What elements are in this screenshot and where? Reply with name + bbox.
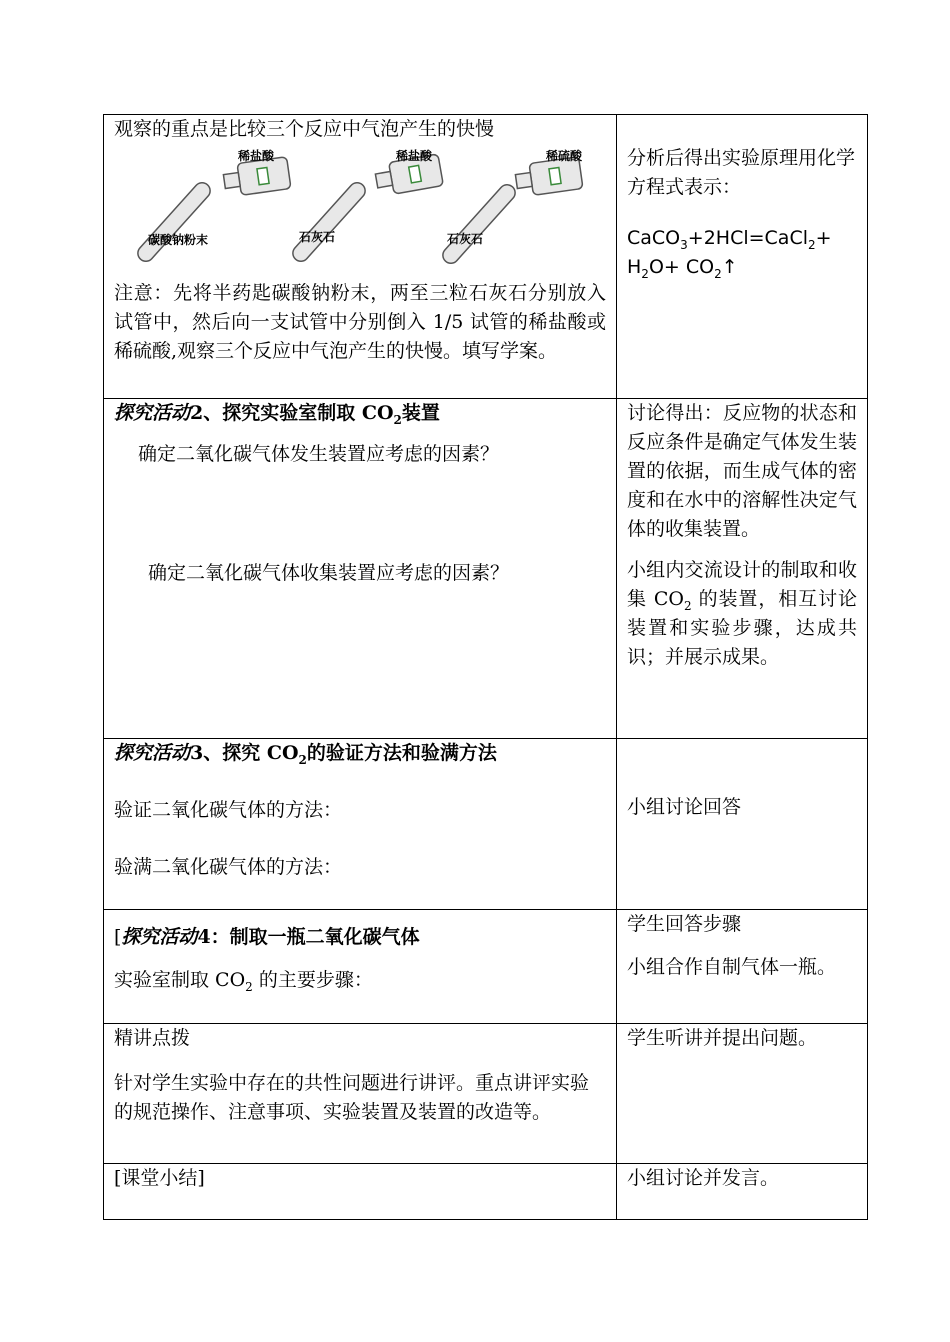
bracket: [ xyxy=(114,926,122,948)
equation-part: + H xyxy=(627,227,832,278)
solid-label-1: 碳酸钠粉末 xyxy=(148,233,209,247)
acid-label-1: 稀盐酸 xyxy=(238,149,275,163)
discussion-result: 讨论得出：反应物的状态和反应条件是确定气体发生装置的依据，而生成气体的密度和在水中的溶解性决定气体的收集装置。 xyxy=(627,402,857,540)
table-cell xyxy=(617,115,868,399)
student-listen: 学生听讲并提出问题。 xyxy=(627,1027,818,1049)
key-points-title: 精讲点拨 xyxy=(114,1027,191,1049)
table-cell xyxy=(104,1024,617,1164)
equation-subscript: 2 xyxy=(714,266,722,281)
table-cell xyxy=(617,910,868,1024)
group-discuss: 小组讨论并发言。 xyxy=(627,1167,780,1189)
activity-4-title xyxy=(114,923,606,952)
activity-title-end: 装置 xyxy=(401,402,440,424)
equation-subscript: 3 xyxy=(680,237,688,252)
acid-label-2: 稀盐酸 xyxy=(396,149,433,163)
main-steps-subscript: 2 xyxy=(245,979,253,994)
principle-text: 分析后得出实验原理用化学方程式表示： xyxy=(627,147,856,198)
main-steps-part: 实验室制取 CO xyxy=(114,969,246,991)
key-points-text: 针对学生实验中存在的共性问题进行讲评。重点讲评实验的规范操作、注意事项、实验装置及装置的改造等。 xyxy=(114,1072,590,1123)
activity-3-title xyxy=(114,739,606,768)
activity-title-end: 的验证方法和验满方法 xyxy=(306,742,497,764)
table-row xyxy=(104,1024,868,1164)
table-cell xyxy=(617,739,868,910)
activity-title-text: 、探究 CO xyxy=(203,742,299,764)
table-row xyxy=(104,399,868,739)
table-row xyxy=(104,910,868,1024)
activity-label: 探究活动 xyxy=(114,742,191,764)
activity-title-text: ：制取一瓶二氧化碳气体 xyxy=(210,926,420,948)
activity-title-subscript: 2 xyxy=(393,412,402,427)
chemical-equation xyxy=(627,224,857,282)
activity-title-subscript: 2 xyxy=(298,752,307,767)
activity-number: 3 xyxy=(190,742,204,764)
intro-text: 观察的重点是比较三个反应中气泡产生的快慢 xyxy=(114,118,495,140)
test-tube-2 xyxy=(290,179,369,264)
table-cell xyxy=(617,399,868,739)
table-cell xyxy=(617,1164,868,1220)
verify-method: 验证二氧化碳气体的方法： xyxy=(114,799,343,821)
equation-subscript: 2 xyxy=(641,266,649,281)
equation-part: +2HCl=CaCl xyxy=(687,227,808,249)
activity-number: 4 xyxy=(197,926,211,948)
equation-part: O+ CO xyxy=(648,256,715,278)
main-steps-part: 的主要步骤： xyxy=(252,969,373,991)
experiment-figure xyxy=(114,144,606,279)
table-cell xyxy=(617,1024,868,1164)
group-answer: 小组讨论回答 xyxy=(627,796,742,818)
table-cell xyxy=(104,910,617,1024)
activity-2-title xyxy=(114,399,606,428)
main-steps xyxy=(114,966,606,995)
student-answer-steps: 学生回答步骤 xyxy=(627,913,742,935)
group-design-subscript: 2 xyxy=(684,598,692,613)
gas-arrow: ↑ xyxy=(721,256,738,278)
group-cooperation: 小组合作自制气体一瓶。 xyxy=(627,956,837,978)
lesson-table xyxy=(103,114,868,1220)
equation-subscript: 2 xyxy=(808,237,816,252)
group-design-part: 小组内交流设计的制取和收集 CO xyxy=(627,559,857,610)
table-cell xyxy=(104,1164,617,1220)
equation-part: CaCO xyxy=(627,227,681,249)
test-tube-1 xyxy=(135,179,214,264)
note-text: 注意：先将半药匙碳酸钠粉末，两至三粒石灰石分别放入试管中，然后向一支试管中分别倒入 1/5 试管的稀盐酸或稀硫酸,观察三个反应中气泡产生的快慢。填写学案。 xyxy=(114,282,606,362)
full-check-method: 验满二氧化碳气体的方法： xyxy=(114,856,343,878)
solid-label-2: 石灰石 xyxy=(299,230,336,244)
table-cell xyxy=(104,739,617,910)
group-design-text xyxy=(627,556,857,672)
table-row xyxy=(104,739,868,910)
activity-label: 探究活动 xyxy=(121,926,198,948)
test-tube-illustration xyxy=(114,144,604,279)
activity-title-text: 、探究实验室制取 CO xyxy=(203,402,394,424)
table-row xyxy=(104,1164,868,1220)
activity-number: 2 xyxy=(190,402,204,424)
question-generation: 确定二氧化碳气体发生装置应考虑的因素？ xyxy=(138,443,500,465)
table-cell xyxy=(104,399,617,739)
test-tube-3 xyxy=(440,181,519,266)
acid-label-3: 稀硫酸 xyxy=(546,149,583,163)
activity-label: 探究活动 xyxy=(114,402,191,424)
table-row xyxy=(104,115,868,399)
solid-label-3: 石灰石 xyxy=(447,232,484,246)
table-cell xyxy=(104,115,617,399)
class-summary: [课堂小结] xyxy=(114,1167,205,1189)
group-design-part: 的装置，相互讨论装置和实验步骤，达成共识；并展示成果。 xyxy=(627,588,858,668)
question-collection: 确定二氧化碳气体收集装置应考虑的因素？ xyxy=(148,562,510,584)
